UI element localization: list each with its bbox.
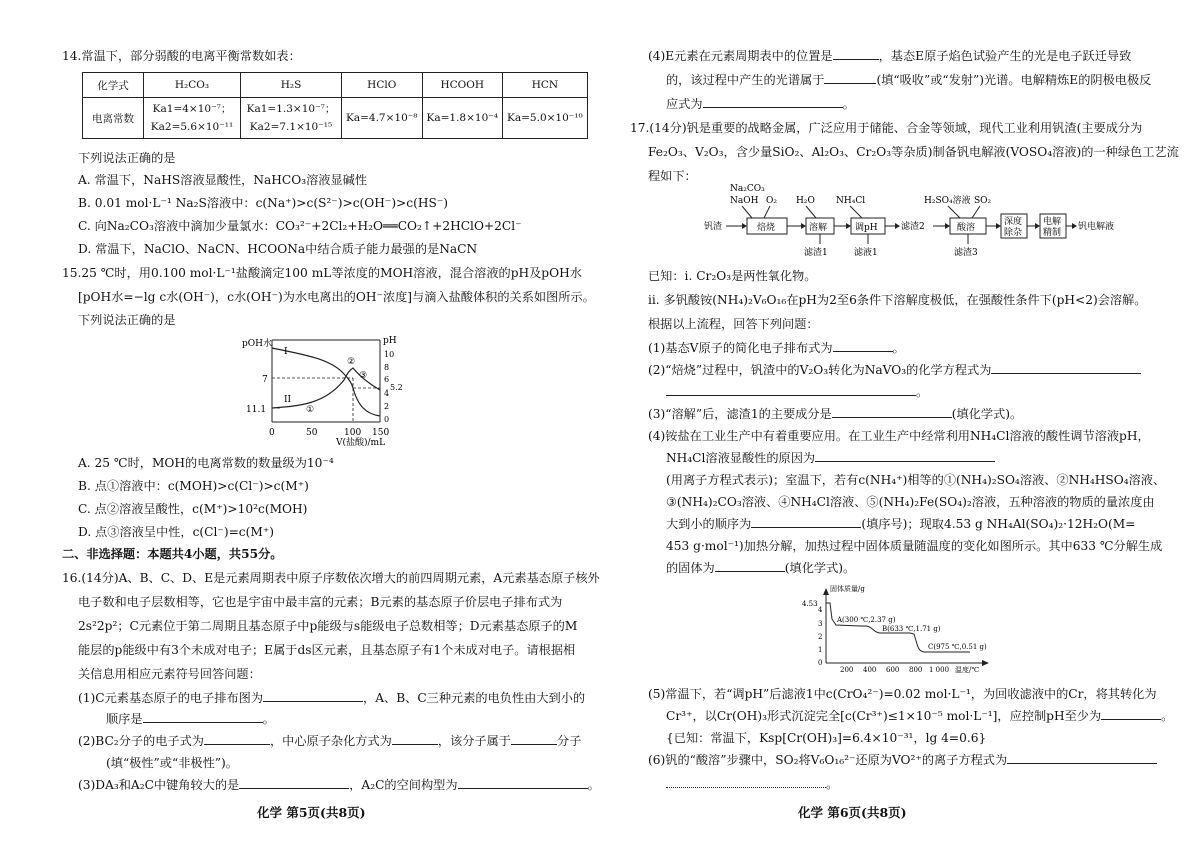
q14-option-d: D. 常温下，NaClO、NaCN、HCOONa中结合质子能力最强的是NaCN [78,242,478,256]
h2co3-k1: Ka1=4×10⁻⁷； [152,103,232,115]
q15-stem-1: 15.25 ℃时，用0.100 mol·L⁻¹盐酸滴定100 mL等浓度的MOH溶液，混合溶液的pH及pOH水 [62,266,582,280]
answer-blank[interactable] [991,362,1141,374]
x-tick-label: 200 [840,666,854,673]
page-6 [600,0,1200,848]
right-tick-label: 10 [384,350,395,359]
flow-reagent: O₂ [766,196,777,206]
answer-blank[interactable] [263,690,363,702]
answer-blank[interactable] [703,96,843,108]
q16-p1-text: ，A、B、C三种元素的电负性由大到小的 [363,691,586,705]
q17-p4-text: 大到小的顺序为 [666,517,752,531]
q15-option-d: D. 点③溶液呈中性，c(Cl⁻)=c(M⁺) [78,525,275,539]
flow-step: 除杂 [1004,228,1023,238]
q17-known-1: 已知：ⅰ. Cr₂O₃是两性氧化物。 [648,269,817,283]
q15-option-b: B. 点①溶液中：c(MOH)>c(Cl⁻)>c(M⁺) [78,479,309,493]
y-tick-label: 4 [818,606,823,614]
table-cell: Ka=5.0×10⁻¹⁰ [503,98,588,139]
point-label: ③ [359,371,368,381]
answer-blank[interactable] [824,72,876,84]
q17-p4-text: (填化学式)。 [784,561,856,575]
ionization-constant-table [82,72,588,139]
right-tick-label: 8 [384,363,390,372]
q17-part-4-cont [666,450,995,466]
flow-step: 酸溶 [957,223,976,233]
flow-reagent: NH₄Cl [836,196,866,206]
curve-label: I [284,347,288,357]
page-footer: 化学 第5页(共8页) [257,805,366,820]
y-tick-label: 1 [818,646,823,654]
mass-temperature-chart [800,585,996,673]
answer-blank[interactable] [143,711,263,723]
q17-p4-text: (填序号)；现取4.53 g NH₄Al(SO₄)₂·12H₂O(M= [861,517,1136,531]
q14-prompt: 下列说法正确的是 [78,151,176,165]
left-tick-label: 11.1 [246,405,267,415]
flow-step: 精制 [1043,228,1062,238]
flow-waste: 滤液1 [854,248,878,258]
q17-part-2-cont: 。 [666,384,928,400]
q16-part-1-cont: 顺序是 。 [106,712,275,726]
right-tick-label: 0 [384,415,390,424]
q17-known-2: ⅱ. 多钒酸铵(NH₄)₂V₆O₁₆在pH为2至6条件下溶解度极低，在强酸性条件下(pH<2)会溶解。 [648,293,1147,307]
q16-line-1: 16.(14分)A、B、C、D、E是元素周期表中原子序数依次增大的前四周期元素，A元素基态原子核外 [62,571,600,585]
answer-blank[interactable] [666,776,826,788]
flow-intermediate: 滤渣2 [901,222,925,232]
q15-option-c: C. 点②溶液呈酸性，c(M⁺)>10²c(MOH) [78,502,308,516]
table-header-cell: HCN [503,73,588,98]
x-axis-label: 温度/℃ [955,666,980,673]
flow-reagent: SO₂ [974,196,992,206]
point-label: ① [306,405,315,415]
point-c-label: C(975 ℃,0.51 g) [928,643,987,651]
q17-part-2 [648,362,1141,378]
q17-part-3 [648,406,1022,422]
q14-option-c: C. 向Na₂CO₃溶液中滴加少量氯水：CO₃²⁻+2Cl₂+H₂O══CO₂↑+2HClO+2Cl⁻ [78,219,522,233]
flow-reagent: H₂O [796,196,815,206]
q16-line-3: 2s²2p²；C元素位于第二周期且基态原子中p能级与s能级电子总数相等；D元素基态原子的M [78,619,578,633]
flow-step: 电解 [1043,217,1062,227]
answer-blank[interactable] [715,560,785,572]
q16-part-1 [78,690,585,706]
q17-part-4-cont: ③(NH₄)₂CO₃溶液、④NH₄Cl溶液、⑤(NH₄)₂Fe(SO₄)₂溶液，五种溶液的物质的量浓度由 [666,495,1155,509]
flow-step: 溶解 [809,223,828,233]
table-header-row [83,73,588,98]
right-tick-label: 4 [384,389,390,398]
point-b-label: B(633 ℃,1.71 g) [882,625,941,633]
titration-chart [240,334,420,446]
table-cell [241,98,342,139]
flow-reagent: Na₂CO₃ [730,184,765,194]
table-header-cell: HCOOH [422,73,503,98]
right-tick-label: 6 [384,375,390,384]
q17-p4-text: 的固体为 [666,561,715,575]
flow-step: 调pH [855,223,878,233]
q17-line-1: 17.(14分)钒是重要的战略金属，广泛应用于储能、合金等领域，现代工业利用钒渣(主要成分为 [630,121,1143,135]
q14-option-a: A. 常温下，NaHS溶液显酸性，NaHCO₃溶液显碱性 [78,173,368,187]
q17-part-5-cont: Cr³⁺，以Cr(OH)₃形式沉淀完全[c(Cr³⁺)≤1×10⁻⁵ mol·L⁻¹]，应控制pH至少为 。 [666,709,1174,723]
h2s-k2: Ka2=7.1×10⁻¹⁵ [249,121,333,133]
y-tick-label: 4.53 [802,600,818,608]
q16-line-2: 电子数和电子层数相等，它也是宇宙中最丰富的元素；B元素的基态原子价层电子排布式为 [78,595,563,609]
table-row [83,98,588,139]
point-a-label: A(300 ℃,2.37 g) [837,616,896,624]
q16-line-5: 关信息用相应元素符号回答问题： [78,667,261,681]
q17-part-4-cont [666,560,855,576]
x-tick-label: 0 [269,428,275,438]
answer-blank[interactable] [239,777,349,789]
answer-blank[interactable] [511,733,557,745]
q16-p1-text: 顺序是 [106,712,143,726]
answer-blank[interactable] [458,777,588,789]
left-tick-label: 7 [262,375,268,385]
q16-p4-text: (4)E元素在元素周期表中的位置是 [648,49,833,63]
table-header-cell: 化学式 [83,73,144,98]
x-tick-label: 150 [372,428,390,438]
table-cell [144,98,241,139]
q16-part-4 [648,48,1131,64]
left-axis-label: pOH水 [242,339,272,349]
q16-part-4-cont [666,72,1151,88]
q16-p3-text: ，A₂C的空间构型为 [349,778,458,792]
q17-part-6 [648,752,1157,768]
q17-part-4: (4)铵盐在工业生产中有着重要应用。在工业生产中经常利用NH₄Cl溶液的酸性调节溶液pH， [648,429,1150,443]
q17-p3-text: (3)“溶解”后，滤渣1的主要成分是 [648,407,832,421]
flow-waste: 滤渣3 [954,248,978,258]
flow-step: 焙烧 [757,223,776,233]
q14-stem: 14.常温下，部分弱酸的电离平衡常数如表： [62,49,301,63]
flow-reagent: H₂SO₄溶液 [924,196,971,206]
y-axis-label: 固体质量/g [830,585,865,593]
x-tick-label: 100 [344,428,362,438]
x-tick-label: 50 [306,428,318,438]
y-tick-label: 2 [818,633,823,641]
q17-part-6-cont: 。 [666,776,838,792]
q15-option-a: A. 25 ℃时，MOH的电离常数的数量级为10⁻⁴ [78,456,334,470]
q16-p4-text: ，基态E原子焰色试验产生的光是电子跃迁导致 [878,49,1132,63]
q16-part-2-cont: (填“极性”或“非极性”)。 [106,756,238,770]
y-tick-label: 3 [818,620,823,628]
table-header-cell: HClO [342,73,423,98]
q17-p1-text: (1)基态V原子的简化电子排布式为 [648,341,833,355]
right-tick-label: 2 [384,402,390,411]
right-axis-label: pH [383,336,397,346]
q14-option-b: B. 0.01 mol·L⁻¹ Na₂S溶液中：c(Na⁺)>c(S²⁻)>c(OH⁻)>c(HS⁻) [78,196,449,210]
h2co3-k2: Ka2=5.6×10⁻¹¹ [150,121,234,133]
table-header-cell: H₂CO₃ [144,73,241,98]
answer-blank[interactable] [833,48,879,60]
q16-part-4-cont: 应式为 。 [666,97,855,111]
process-flow-chart [698,182,1118,262]
table-header-cell: H₂S [241,73,342,98]
table-row-label: 电离常数 [83,98,144,139]
point-label: ② [347,357,356,367]
answer-blank[interactable] [833,340,893,352]
q17-part-4-cont [666,516,1135,532]
x-axis-label: V(盐酸)/mL [336,438,386,446]
x-tick-label: 400 [863,666,877,673]
q16-p3-text: (3)DA₃和A₂C中键角较大的是 [78,778,240,792]
x-tick-label: 1 000 [929,666,950,673]
q16-line-4: 能层的p能级中有3个未成对电子；E属于ds区元素，且基态原子有1个未成对电子。请根据相 [78,643,576,657]
h2s-k1: Ka1=1.3×10⁻⁷； [246,103,336,115]
q16-p1-text: (1)C元素基态原子的电子排布图为 [78,691,264,705]
table-cell: Ka=4.7×10⁻⁸ [342,98,423,139]
q15-stem-3: 下列说法正确的是 [78,313,176,327]
q16-part-3: (3)DA₃和A₂C中键角较大的是 ，A₂C的空间构型为 。 [78,778,600,792]
y-tick-label: 0 [818,659,823,667]
x-tick-label: 800 [909,666,923,673]
curve-label: II [284,395,292,405]
q17-line-2: Fe₂O₃、V₂O₃，含少量SiO₂、Al₂O₃、Cr₂O₃等杂质)制备钒电解液(VOSO₄溶液)的一种绿色工艺流 [648,145,1179,159]
answer-blank[interactable] [1007,752,1157,764]
q17-p5-text: Cr³⁺，以Cr(OH)₃形式沉淀完全[c(Cr³⁺)≤1×10⁻⁵ mol·L⁻¹]，应控制pH至少为 [666,709,1102,723]
page-footer: 化学 第6页(共8页) [798,805,907,820]
answer-blank[interactable] [832,406,952,418]
flow-start: 钒渣 [704,222,723,232]
q17-p6-text: (6)钒的“酸溶”步骤中，SO₂将V₆O₁₆²⁻还原为VO²⁺的离子方程式为 [648,753,1008,767]
q17-known-3: 根据以上流程，回答下列问题： [648,317,819,331]
x-tick-label: 600 [886,666,900,673]
q16-p2-text: ，中心原子杂化方式为 [269,734,392,748]
answer-blank[interactable] [751,516,861,528]
table-cell: Ka=1.8×10⁻⁴ [422,98,503,139]
flow-step: 深度 [1004,217,1023,227]
q16-p4-text: 的，该过程中产生的光谱属于 [666,73,825,87]
q16-p2-text: (2)BC₂分子的电子式为 [78,734,204,748]
q17-part-1: (1)基态V原子的简化电子排布式为 。 [648,341,905,355]
q17-part-5: (5)常温下，若“调pH”后滤液1中c(CrO₄²⁻)=0.02 mol·L⁻¹，为回收滤液中的Cr，将其转化为 [648,687,1157,701]
q16-p2-text: ，该分子属于 [437,734,511,748]
answer-blank[interactable] [392,733,438,745]
q17-part-4-cont: (用离子方程式表示)；室温下，若有c(NH₄⁺)相等的①(NH₄)₂SO₄溶液、②NH₄HSO₄溶液、 [666,473,1166,487]
answer-blank[interactable] [815,450,995,462]
q17-part-4-cont: 453 g·mol⁻¹)加热分解，加热过程中固体质量随温度的变化如图所示。其中633 ℃分解生成 [666,539,1163,553]
q16-p2-text: 分子 [556,734,582,748]
q15-stem-2: [pOH水=−lg c水(OH⁻)，c水(OH⁻)为水电离出的OH⁻浓度]与滴入盐酸体积的关系如图所示。 [78,290,595,304]
q17-p2-text: (2)“焙烧”过程中，钒渣中的V₂O₃转化为NaVO₃的化学方程式为 [648,363,992,377]
flow-waste: 滤渣1 [804,248,828,258]
q16-part-2 [78,733,581,749]
right-value-label: 5.2 [390,383,403,392]
q17-p4-text: NH₄Cl溶液显酸性的原因为 [666,451,816,465]
flow-end: 钒电解液 [1078,222,1115,232]
q16-p4-text: 应式为 [666,97,703,111]
answer-blank[interactable] [666,384,916,396]
curve-I [272,348,380,416]
section-2-heading: 二、非选择题：本题共4小题，共55分。 [62,547,283,561]
q17-part-5-known: {已知：常温下，Ksp[Cr(OH)₃]=6.4×10⁻³¹，lg 4=0.6} [666,731,987,745]
q17-p3-text: (填化学式)。 [951,407,1023,421]
q17-line-3: 程如下： [648,169,697,183]
answer-blank[interactable] [204,733,270,745]
answer-blank[interactable] [1101,708,1161,720]
q16-p4-text: (填“吸收”或“发射”)光谱。电解精炼E的阴极电极反 [876,73,1152,87]
flow-reagent: NaOH [730,196,759,206]
